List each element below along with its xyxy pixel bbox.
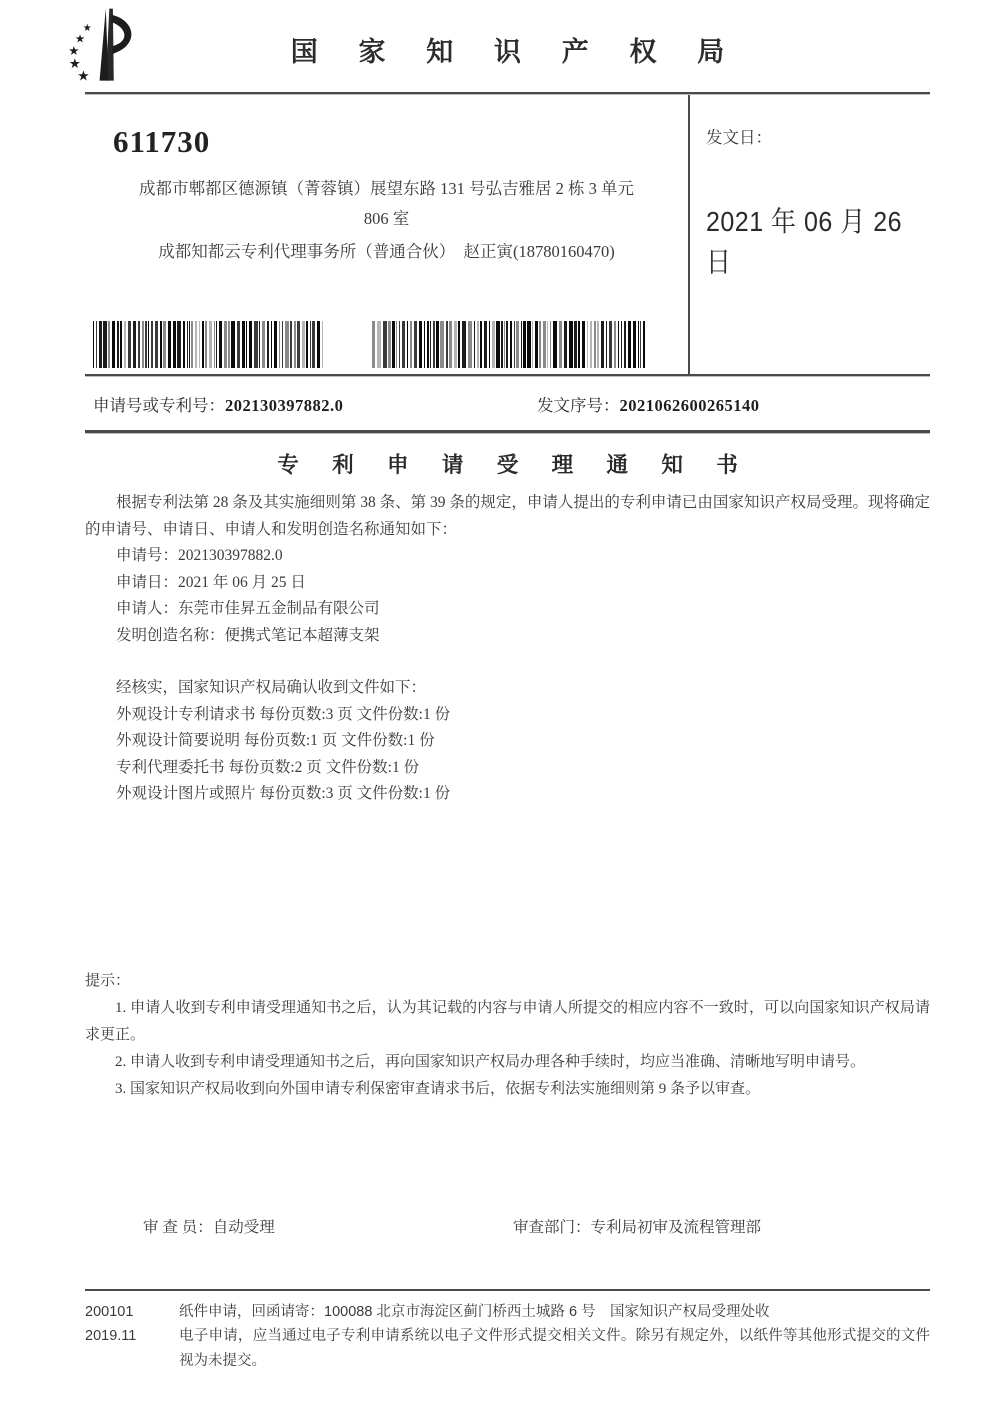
svg-text:★: ★ <box>77 68 90 85</box>
field-value: 东莞市佳昇五金制品有限公司 <box>178 600 380 617</box>
dispatch-date-cell <box>688 94 930 374</box>
received-file-item: 专利代理委托书 每份页数:2 页 文件份数:1 份 <box>116 758 420 776</box>
notice-title: 专 利 申 请 受 理 通 知 书 <box>277 453 752 477</box>
recipient-address: 成都市郫都区德源镇（菁蓉镇）展望东路 131 号弘吉雅居 2 栋 3 单元 <box>139 179 634 198</box>
tips-heading: 提示： <box>85 972 131 989</box>
field-invention-title <box>85 623 930 650</box>
footer-line-2: 电子申请，应当通过电子专利申请系统以电子文件形式提交相关文件。除另有规定外，以纸件等其他形式提交的文件视为未提交。 <box>179 1328 930 1369</box>
document-header <box>68 0 930 94</box>
tip-item: 1. 申请人收到专利申请受理通知书之后，认为其记载的内容与申请人所提交的相应内容不一致时，可以向国家知识产权局请求更正。 <box>85 999 930 1043</box>
barcode-2 <box>372 321 648 368</box>
spacer <box>85 649 930 675</box>
tip-item: 3. 国家知识产权局收到向外国申请专利保密审查请求书后，依据专利法实施细则第 9 条予以审查。 <box>115 1080 761 1097</box>
field-label: 申请日： <box>116 573 179 591</box>
dispatch-date-label: 发文日： <box>706 128 772 147</box>
application-number <box>93 392 343 416</box>
examiner-value: 自动受理 <box>212 1218 275 1236</box>
department-label: 审查部门： <box>513 1218 591 1236</box>
serial-number-label: 发文序号： <box>537 396 620 415</box>
svg-text:★: ★ <box>68 56 81 72</box>
field-application-no <box>85 543 930 570</box>
form-codes <box>85 1300 179 1374</box>
postal-code: 611730 <box>113 124 211 159</box>
svg-text:★: ★ <box>82 22 92 34</box>
dispatch-date-value: 2021 年 06 月 26 日 <box>706 206 903 279</box>
examiner <box>143 1215 275 1237</box>
field-label: 发明创造名称： <box>116 626 225 644</box>
field-label: 申请人： <box>116 600 179 617</box>
tips-section <box>85 968 930 1103</box>
field-value: 202130397882.0 <box>178 547 283 564</box>
serial-number <box>537 392 760 416</box>
notice-body <box>85 490 930 808</box>
svg-text:★: ★ <box>68 43 80 58</box>
received-files-heading: 经核实，国家知识产权局确认收到文件如下： <box>116 679 427 696</box>
svg-text:★: ★ <box>74 33 86 46</box>
field-applicant <box>85 596 930 623</box>
field-label: 申请号： <box>116 547 179 564</box>
footer-line-1: 纸件申请，回函请寄：100088 北京市海淀区蓟门桥西土城路 6 号 国家知识产权局受理处收 <box>179 1303 770 1320</box>
department-value: 专利局初审及流程管理部 <box>590 1218 762 1236</box>
org-title: 国 家 知 识 产 权 局 <box>290 37 742 67</box>
field-value: 2021 年 06 月 25 日 <box>178 573 306 591</box>
signoff-row <box>85 1215 930 1243</box>
recipient-address-room: 806 室 <box>363 209 410 228</box>
form-code: 200101 <box>85 1303 134 1320</box>
page-content <box>68 0 930 1373</box>
document-footer <box>85 1289 930 1374</box>
agency-line: 成都知都云专利代理事务所（普通合伙） 赵正寅(18780160470) <box>158 242 615 261</box>
application-number-label: 申请号或专利号： <box>93 396 225 415</box>
serial-number-value: 2021062600265140 <box>619 396 760 415</box>
department <box>513 1215 761 1237</box>
examiner-label: 审 查 员： <box>143 1218 213 1236</box>
field-value: 便携式笔记本超薄支架 <box>224 626 380 644</box>
notice-intro: 根据专利法第 28 条及其实施细则第 38 条、第 39 条的规定，申请人提出的专利申请已由国家知识产权局受理。现将确定的申请号、申请日、申请人和发明创造名称通知如下： <box>85 494 930 538</box>
form-date: 2019.11 <box>85 1328 137 1344</box>
received-file-item: 外观设计专利请求书 每份页数:3 页 文件份数:1 份 <box>116 705 451 723</box>
number-row <box>85 376 930 433</box>
received-file-item: 外观设计简要说明 每份页数:1 页 文件份数:1 份 <box>116 732 435 749</box>
barcode-group <box>93 321 648 368</box>
top-info-table <box>85 94 930 376</box>
footer-text <box>179 1300 930 1374</box>
tip-item: 2. 申请人收到专利申请受理通知书之后，再向国家知识产权局办理各种手续时，均应当准确、清晰地写明申请号。 <box>115 1053 866 1070</box>
field-filing-date <box>85 570 930 597</box>
barcode-1 <box>93 321 325 368</box>
recipient-cell <box>85 94 688 374</box>
received-file-item: 外观设计图片或照片 每份页数:3 页 文件份数:1 份 <box>116 785 451 802</box>
application-number-value: 202130397882.0 <box>225 396 344 415</box>
